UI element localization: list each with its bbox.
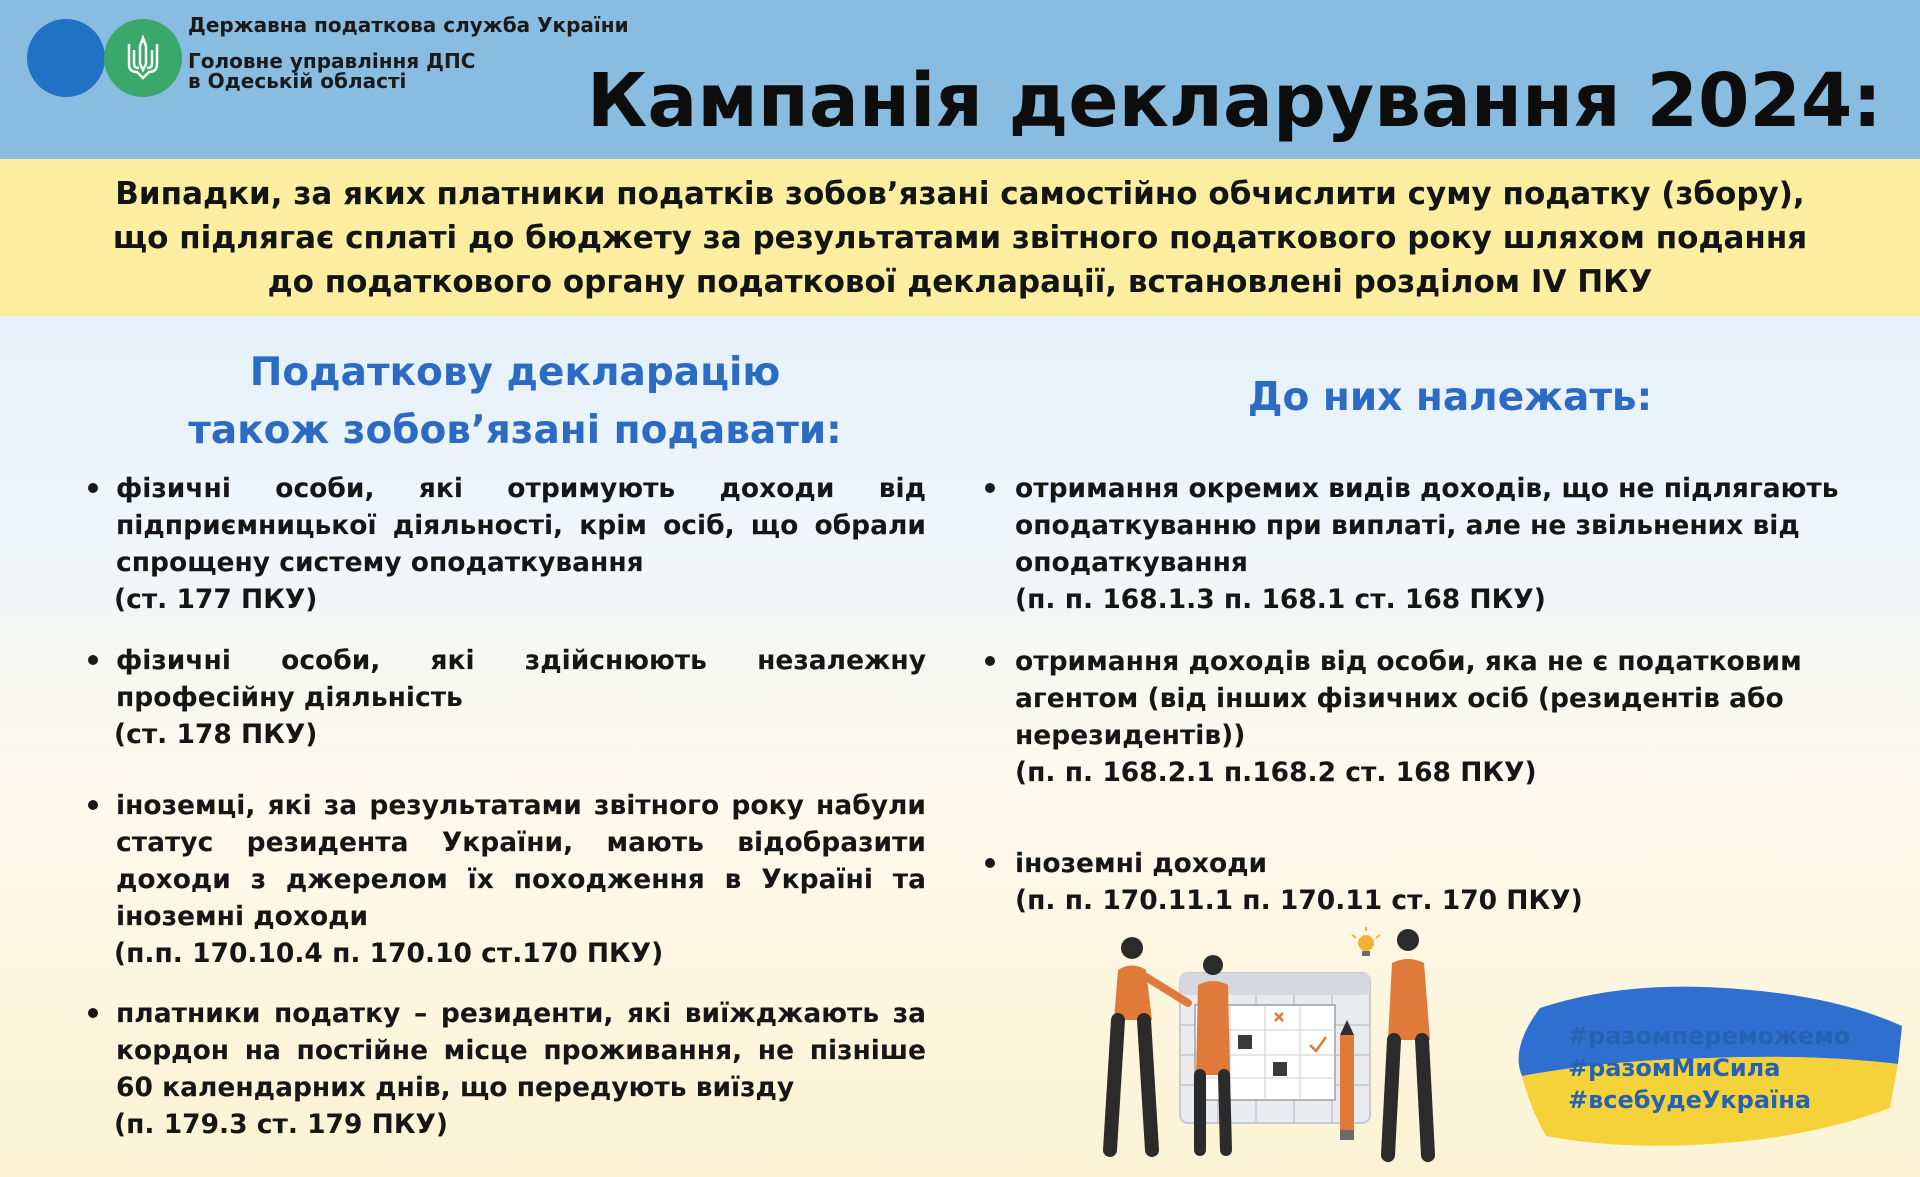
org-line-2: Головне управління ДПС bbox=[188, 49, 476, 73]
list-item-ref: (п. п. 170.11.1 п. 170.11 ст. 170 ПКУ) bbox=[1015, 885, 1583, 916]
right-column-heading bbox=[1180, 370, 1720, 426]
hashtag-2: #разомМиСила bbox=[1568, 1054, 1781, 1082]
list-item-ref: (п. п. 168.1.3 п. 168.1 ст. 168 ПКУ) bbox=[1015, 584, 1546, 615]
left-column-heading bbox=[150, 344, 880, 460]
hashtag-3: #всебудеУкраїна bbox=[1568, 1086, 1812, 1114]
list-item-text: фізичні особи, які здійснюють незалежну професійну діяльність bbox=[116, 645, 926, 713]
list-item-text: іноземні доходи bbox=[1015, 848, 1268, 879]
bullet-icon bbox=[985, 483, 995, 493]
list-item-ref: (п. п. 168.2.1 п.168.2 ст. 168 ПКУ) bbox=[1015, 757, 1537, 788]
list-item bbox=[985, 845, 1865, 919]
people-with-calendar-illustration bbox=[1070, 925, 1460, 1165]
org-line-1: Державна податкова служба України bbox=[188, 13, 629, 37]
intro-line-1: Випадки, за яких платники податків зобов’язані самостійно обчислити суму податку (збору), bbox=[115, 175, 1805, 212]
list-item-text: фізичні особи, які отримують доходи від підприємницької діяльності, крім осіб, що обрали спрощену систему оподаткування bbox=[116, 473, 926, 578]
bullet-icon bbox=[88, 1008, 98, 1018]
bullet-icon bbox=[88, 655, 98, 665]
list-item bbox=[88, 787, 926, 972]
list-item-text: отримання доходів від особи, яка не є податковим агентом (від інших фізичних осіб (резидентів або нерезидентів)) bbox=[1015, 646, 1802, 751]
right-heading: До них належать: bbox=[1247, 375, 1653, 420]
intro-band bbox=[0, 159, 1920, 316]
list-item bbox=[88, 995, 926, 1143]
intro-line-3: до податкового органу податкової декларації, встановлені розділом IV ПКУ bbox=[267, 263, 1653, 300]
left-heading-line-2: також зобов’язані подавати: bbox=[188, 408, 842, 453]
list-item-ref: (ст. 177 ПКУ) bbox=[114, 584, 318, 615]
bullet-icon bbox=[985, 858, 995, 868]
left-heading-line-1: Податкову декларацію bbox=[249, 350, 781, 395]
list-item-ref: (п.п. 170.10.4 п. 170.10 ст.170 ПКУ) bbox=[114, 938, 664, 969]
list-item-text: платники податку – резиденти, які виїжджають за кордон на постійне місце проживання, не пізніше 60 календарних днів, що передують виїзду bbox=[116, 998, 926, 1103]
trident-icon bbox=[104, 19, 182, 97]
list-item-text: іноземці, які за результатами звітного року набули статус резидента України, мають відобразити доходи з джерелом їх походження в Україні та іноземні доходи bbox=[116, 790, 926, 932]
list-item-ref: (п. 179.3 ст. 179 ПКУ) bbox=[114, 1109, 449, 1140]
bullet-icon bbox=[88, 800, 98, 810]
bullet-icon bbox=[88, 483, 98, 493]
list-item bbox=[88, 642, 926, 753]
list-item-text: отримання окремих видів доходів, що не підлягають оподаткуванню при виплаті, але не звільнених від оподаткування bbox=[1015, 473, 1839, 578]
list-item bbox=[88, 470, 926, 618]
list-item-ref: (ст. 178 ПКУ) bbox=[114, 719, 318, 750]
hashtags bbox=[1568, 1020, 1850, 1116]
trident-glyph bbox=[123, 34, 163, 82]
bullet-icon bbox=[985, 656, 995, 666]
list-item bbox=[985, 643, 1865, 791]
hashtag-1: #разомпереможемо bbox=[1568, 1022, 1851, 1050]
list-item bbox=[985, 470, 1865, 618]
organization-name bbox=[188, 14, 629, 91]
intro-line-2: що підлягає сплаті до бюджету за результатами звітного податкового року шляхом подання bbox=[112, 219, 1808, 256]
org-line-3: в Одеській області bbox=[188, 69, 407, 93]
logo-blue-circle bbox=[27, 19, 105, 97]
page-title: Кампанія декларування 2024: bbox=[586, 58, 1882, 144]
